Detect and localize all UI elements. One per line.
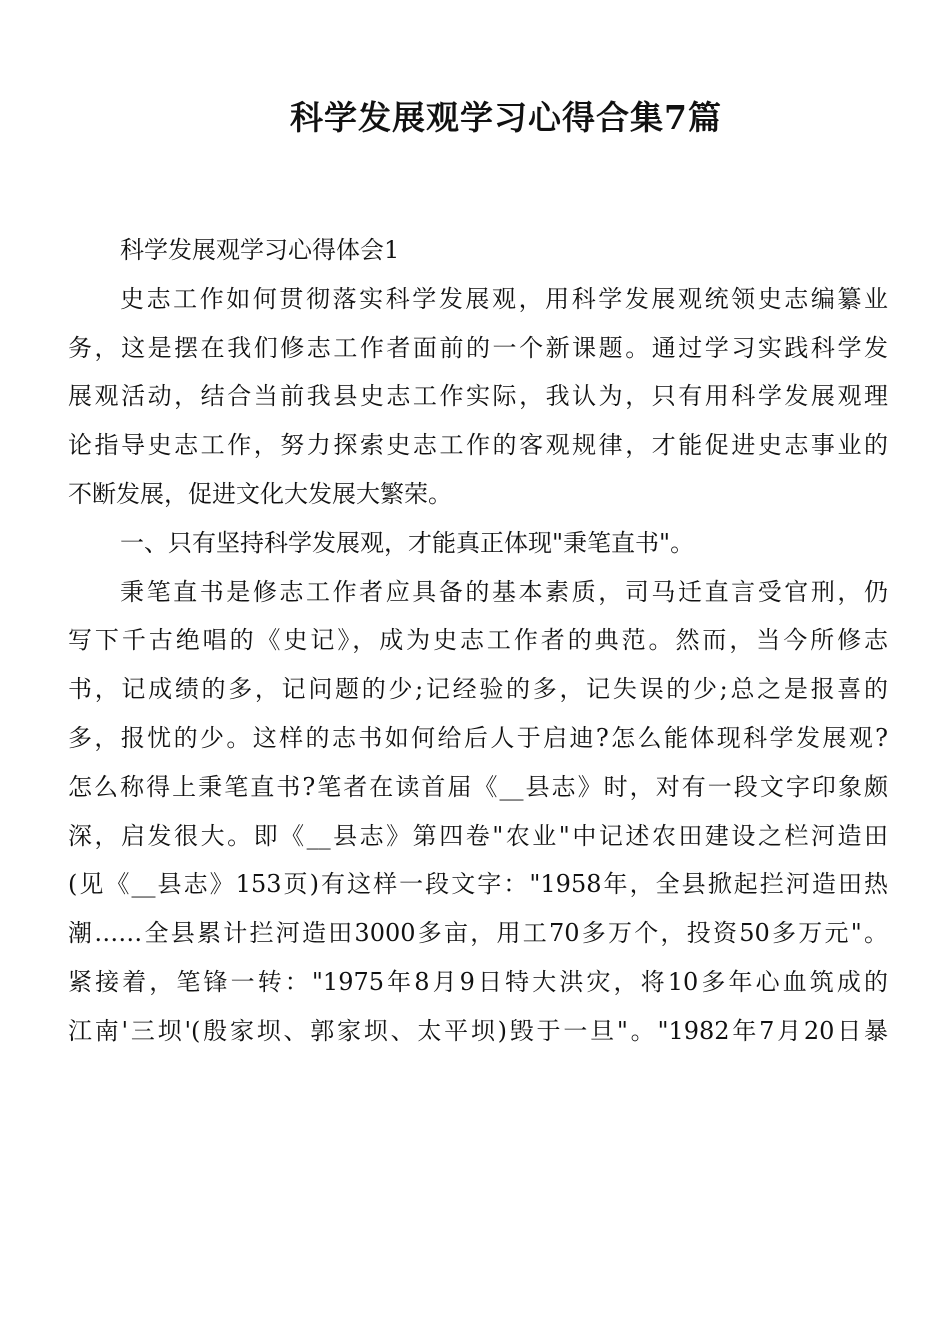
paragraph-line: 紧接着，笔锋一转："1975年8月9日特大洪灾，将10多年心血筑成的 <box>68 967 888 996</box>
paragraph-line: 秉笔直书是修志工作者应具备的基本素质，司马迁直言受官刑，仍 <box>120 577 888 606</box>
paragraph-line: 一、只有坚持科学发展观，才能真正体现"秉笔直书"。 <box>120 528 695 557</box>
paragraph-1 <box>68 275 888 519</box>
paragraph-line: 深，启发很大。即《__县志》第四卷"农业"中记述农田建设之栏河造田 <box>68 821 888 850</box>
document-title: 科学发展观学习心得合集7篇 <box>290 98 722 137</box>
paragraph-2 <box>68 519 888 568</box>
paragraph-line: 史志工作如何贯彻落实科学发展观，用科学发展观统领史志编纂业 <box>120 284 888 313</box>
paragraph-line: 不断发展，促进文化大发展大繁荣。 <box>68 479 452 508</box>
paragraph-line: 写下千古绝唱的《史记》，成为史志工作者的典范。然而，当今所修志 <box>68 626 888 655</box>
paragraph-line: 展观活动，结合当前我县史志工作实际，我认为，只有用科学发展观理 <box>68 382 888 411</box>
paragraph-line: (见《__县志》153页)有这样一段文字："1958年，全县掀起拦河造田热 <box>68 870 888 899</box>
paragraph-line: 江南'三坝'(殷家坝、郭家坝、太平坝)毁于一旦"。"1982年7月20日暴 <box>68 1016 888 1045</box>
paragraph-line: 潮……全县累计拦河造田3000多亩，用工70多万个，投资50多万元"。 <box>68 919 888 948</box>
paragraph-line: 多，报忧的少。这样的志书如何给后人于启迪?怎么能体现科学发展观? <box>68 723 888 752</box>
document-body <box>68 226 888 1056</box>
section-heading: 科学发展观学习心得体会1 <box>120 236 400 264</box>
paragraph-3 <box>68 568 888 1056</box>
paragraph-line: 论指导史志工作，努力探索史志工作的客观规律，才能促进史志事业的 <box>68 431 888 460</box>
paragraph-line: 书，记成绩的多，记问题的少;记经验的多，记失误的少;总之是报喜的 <box>68 675 888 704</box>
paragraph-line: 怎么称得上秉笔直书?笔者在读首届《__县志》时，对有一段文字印象颇 <box>68 772 888 801</box>
paragraph-line: 务，这是摆在我们修志工作者面前的一个新课题。通过学习实践科学发 <box>68 333 888 362</box>
